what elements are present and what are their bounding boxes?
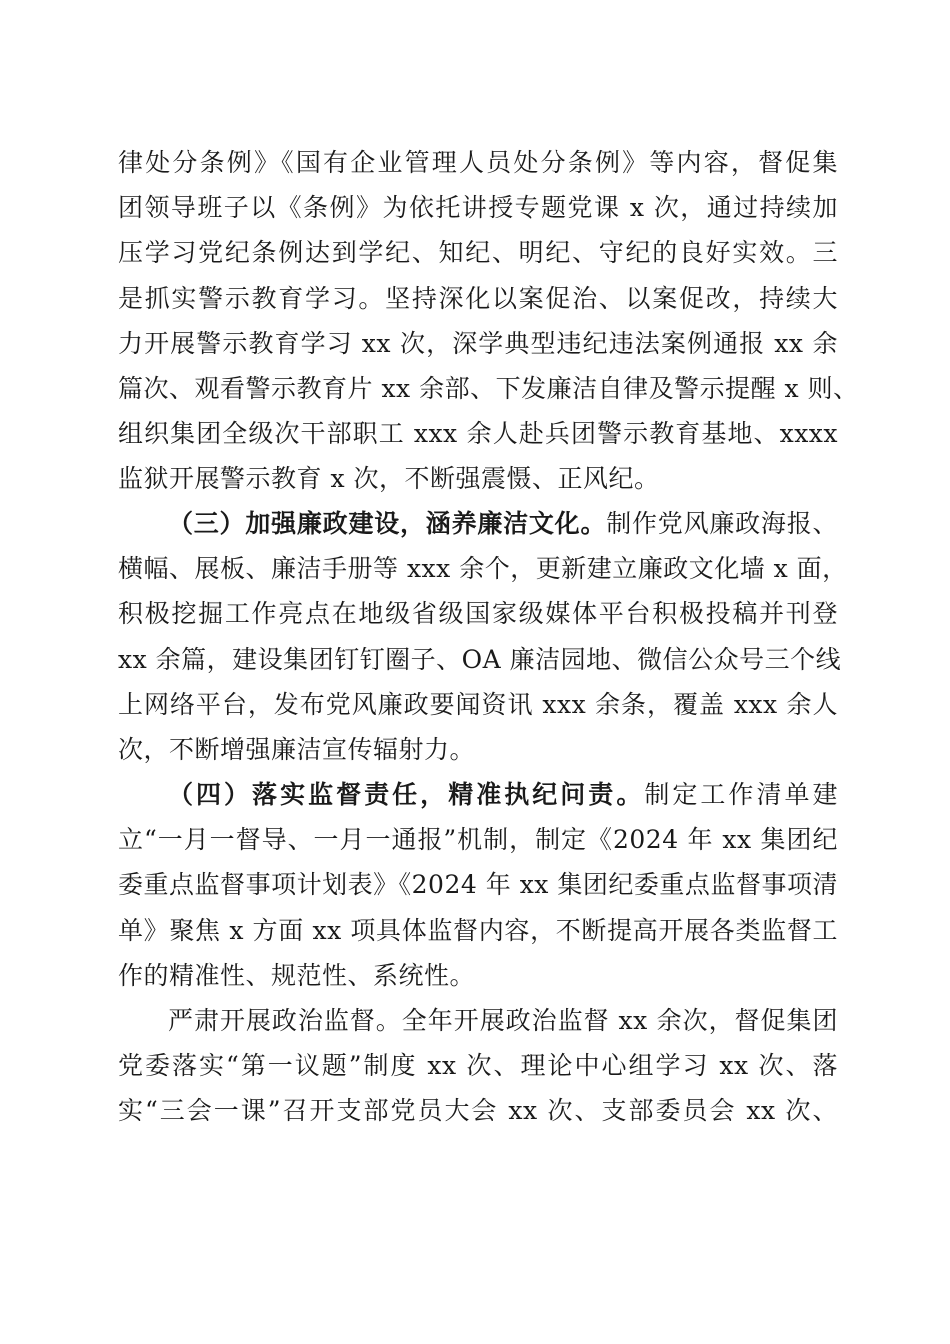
text-line: 压学习党纪条例达到学纪、知纪、明纪、守纪的良好实效。三 <box>118 238 838 268</box>
text-line: 监狱开展警示教育 x 次，不断强震慑、正风纪。 <box>118 464 660 494</box>
text-line: 横幅、展板、廉洁手册等 xxx 余个，更新建立廉政文化墙 x 面， <box>118 554 848 584</box>
text-line: 律处分条例》《国有企业管理人员处分条例》等内容，督促集 <box>118 148 838 177</box>
text-segment: 制定工作清单建 <box>644 780 838 809</box>
text-line: 作的精准性、规范性、系统性。 <box>118 960 476 990</box>
text-line: 是抓实警示教育学习。坚持深化以案促治、以案促改，持续大 <box>118 283 838 313</box>
paragraph-4 <box>118 998 838 1134</box>
text-line: 严肃开展政治监督。全年开展政治监督 xx 余次，督促集团 <box>168 1006 838 1035</box>
paragraph-3 <box>118 772 838 998</box>
section-heading-4: （四）落实监督责任，精准执纪问责。 <box>168 780 645 809</box>
text-segment: 制作党风廉政海报、 <box>606 509 838 538</box>
text-line: 上网络平台，发布党风廉政要闻资讯 xxx 余条，覆盖 xxx 余人 <box>118 689 838 719</box>
text-line <box>118 501 838 546</box>
text-line: 团领导班子以《条例》为依托讲授专题党课 x 次，通过持续加 <box>118 193 838 223</box>
paragraph-1 <box>118 140 859 502</box>
text-line: 党委落实“第一议题”制度 xx 次、理论中心组学习 xx 次、落 <box>118 1051 838 1081</box>
section-heading-3: （三）加强廉政建设，涵养廉洁文化。 <box>168 509 607 538</box>
paragraph-2 <box>118 501 848 772</box>
text-line: 单》聚焦 x 方面 xx 项具体监督内容，不断提高开展各类监督工 <box>118 915 838 945</box>
text-line: 组织集团全级次干部职工 xxx 余人赴兵团警示教育基地、xxxx <box>118 419 838 449</box>
text-line: 篇次、观看警示教育片 xx 余部、下发廉洁自律及警示提醒 x 则、 <box>118 374 859 404</box>
text-line: 次，不断增强廉洁宣传辐射力。 <box>118 735 476 765</box>
text-line: 委重点监督事项计划表》《2024 年 xx 集团纪委重点监督事项清 <box>118 870 838 900</box>
text-line: 实“三会一课”召开支部党员大会 xx 次、支部委员会 xx 次、 <box>118 1096 838 1126</box>
text-line <box>118 772 838 817</box>
text-line: 力开展警示教育学习 xx 次，深学典型违纪违法案例通报 xx 余 <box>118 328 838 358</box>
text-line: xx 余篇，建设集团钉钉圈子、OA 廉洁园地、微信公众号三个线 <box>118 644 842 674</box>
text-line: 立“一月一督导、一月一通报”机制，制定《2024 年 xx 集团纪 <box>118 825 838 855</box>
text-line: 积极挖掘工作亮点在地级省级国家级媒体平台积极投稿并刊登 <box>118 599 838 629</box>
